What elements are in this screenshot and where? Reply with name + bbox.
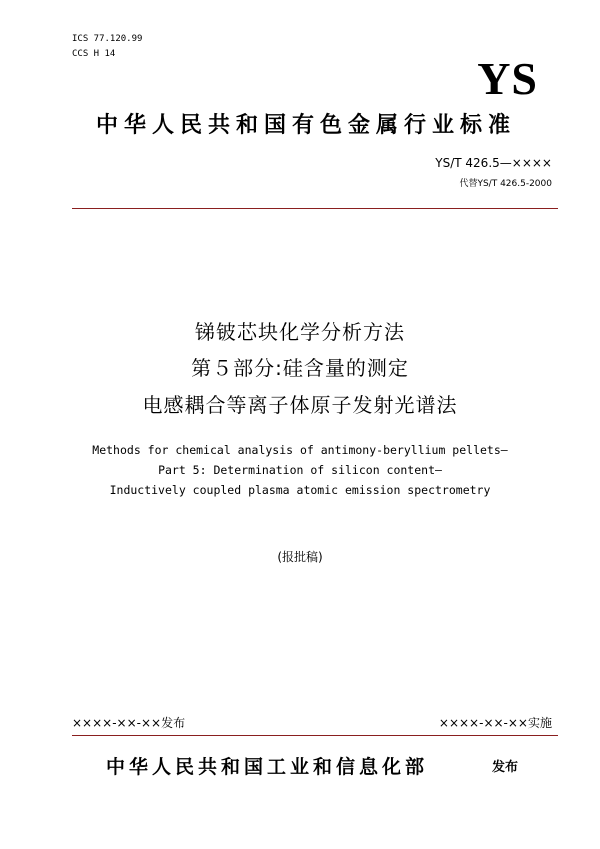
publisher: 中华人民共和国工业和信息化部 xyxy=(106,756,429,778)
ccs-code: CCS H 14 xyxy=(72,49,116,59)
replaces-standard: 代替YS/T 426.5-2000 xyxy=(459,179,552,189)
standard-organization: 中华人民共和国有色金属行业标准 xyxy=(95,113,516,138)
top-divider xyxy=(72,208,558,209)
ys-logo: YS xyxy=(477,53,538,104)
title-cn-line-1: 锑铍芯块化学分析方法 xyxy=(195,320,405,344)
title-cn-line-3: 电感耦合等离子体原子发射光谱法 xyxy=(142,393,458,417)
implementation-date: ××××-××-××实施 xyxy=(438,716,552,730)
title-cn-line-2: 第５部分:硅含量的测定 xyxy=(191,356,409,380)
title-en-line-3: Inductively coupled plasma atomic emission spectrometry xyxy=(109,483,491,497)
ics-code: ICS 77.120.99 xyxy=(72,34,143,44)
classification-codes xyxy=(72,32,142,62)
title-en-line-1: Methods for chemical analysis of antimony-beryllium pellets— xyxy=(92,443,508,457)
title-en-line-2: Part 5: Determination of silicon content— xyxy=(158,463,442,477)
bottom-divider xyxy=(72,735,558,736)
draft-status: (报批稿) xyxy=(277,550,323,564)
issue-date: ××××-××-××发布 xyxy=(72,716,186,730)
issue-label: 发布 xyxy=(492,760,519,775)
standard-number: YS/T 426.5—×××× xyxy=(435,156,552,170)
